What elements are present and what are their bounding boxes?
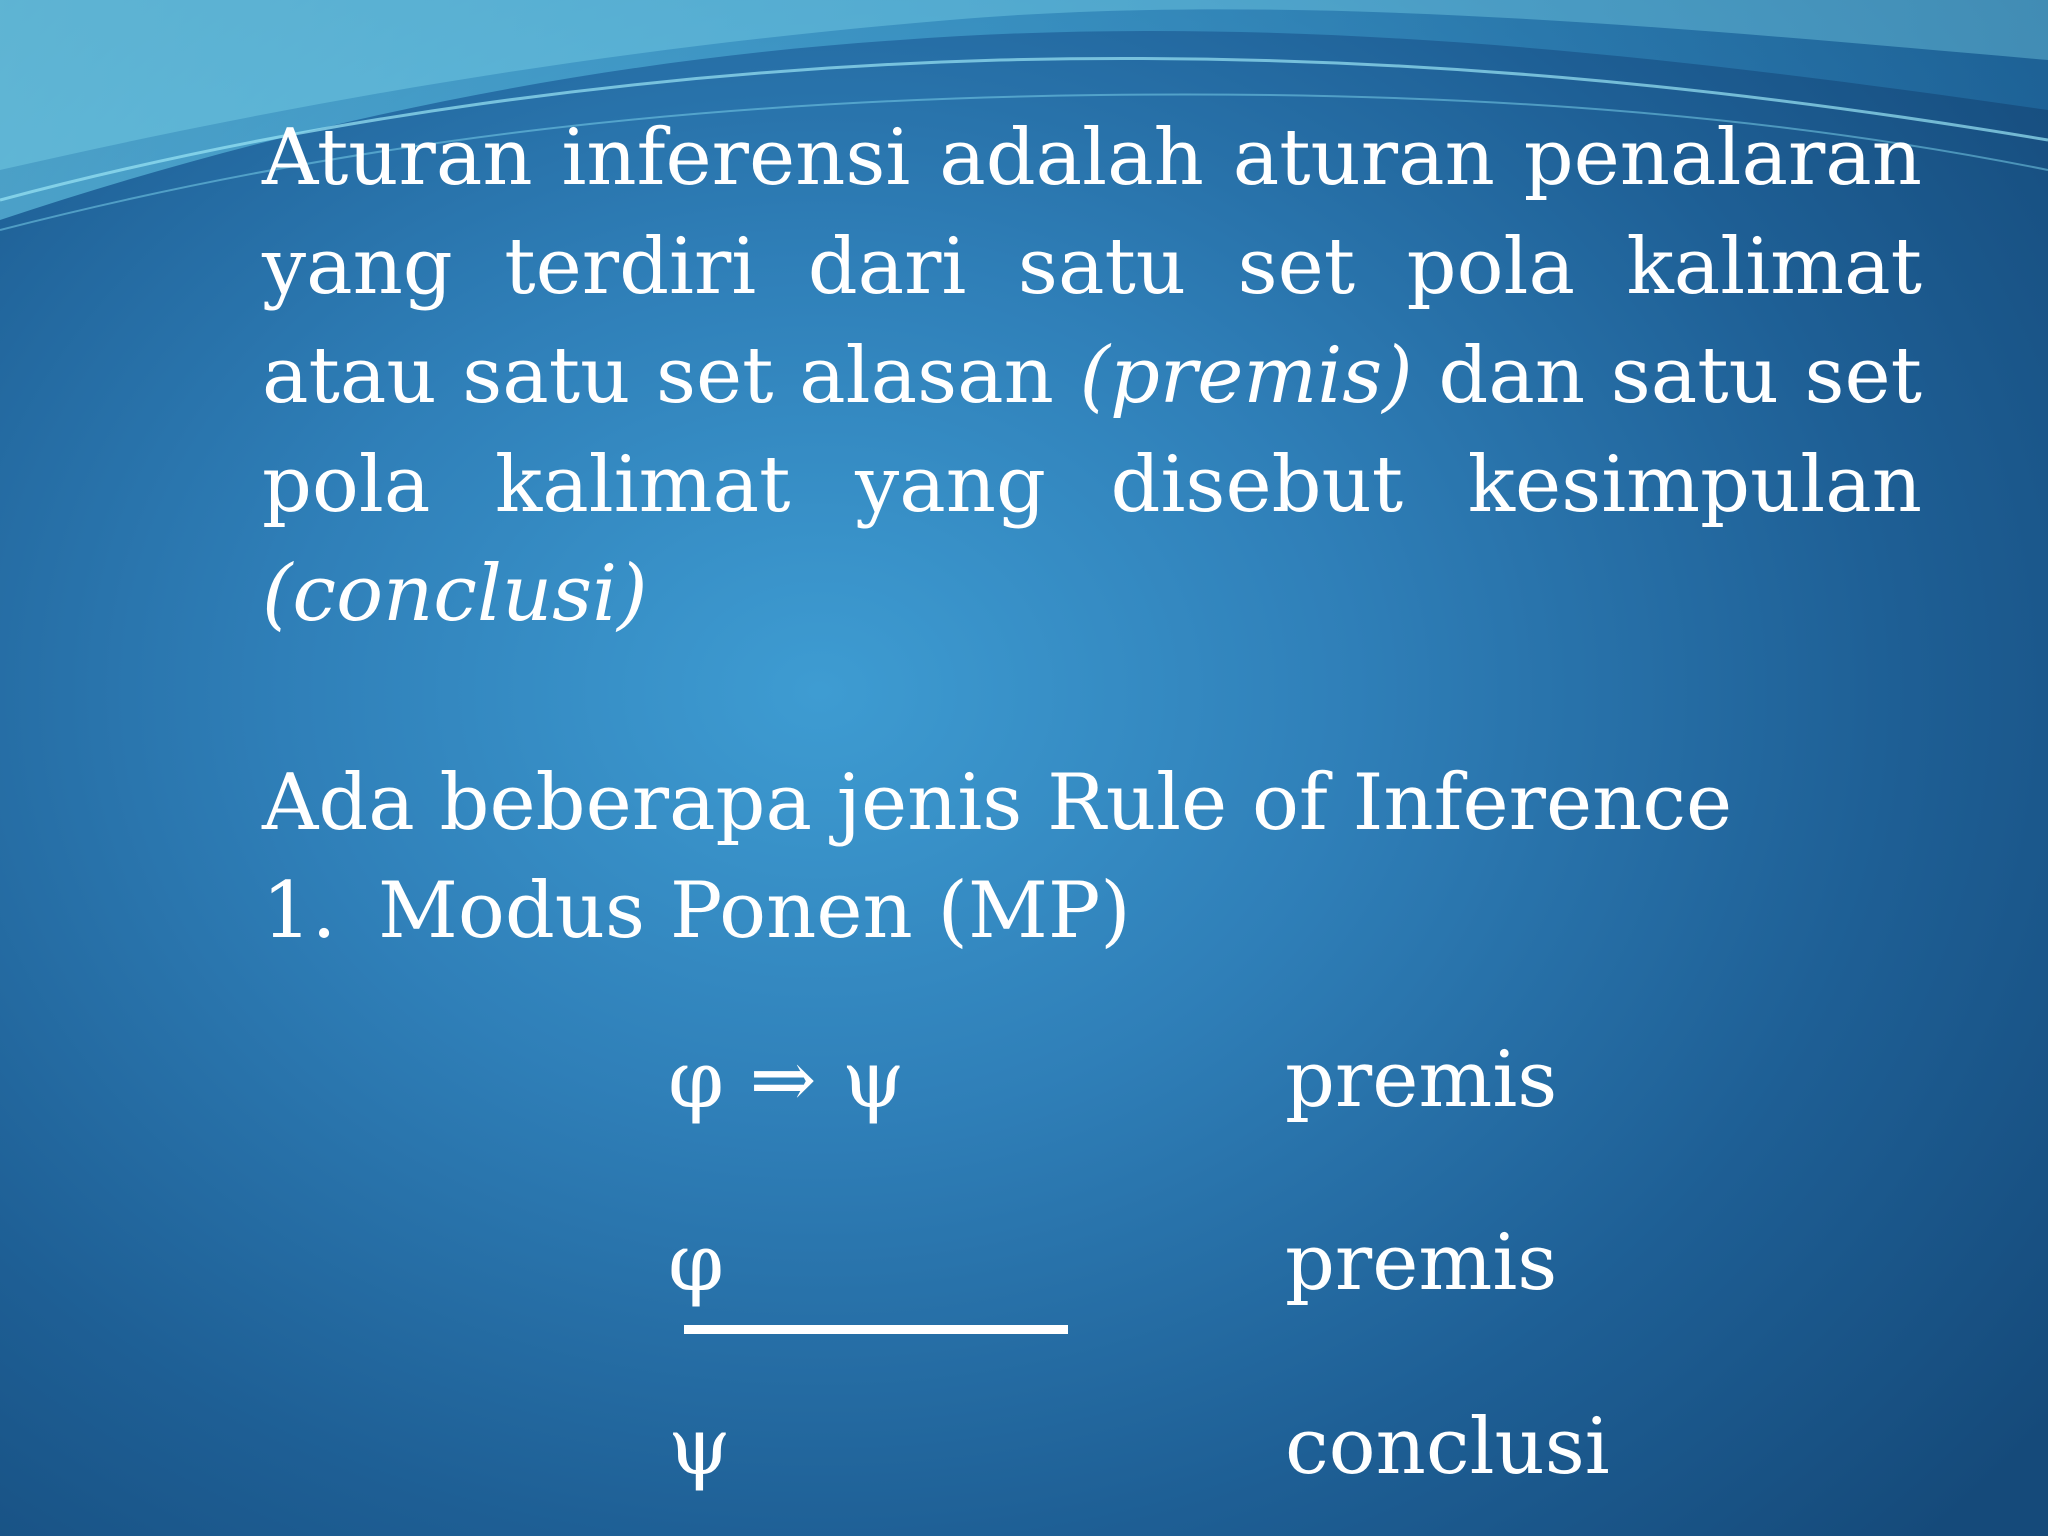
inference-rule-line [684, 1325, 1068, 1334]
intro-line: Ada beberapa jenis Rule of Inference [262, 758, 1733, 848]
paragraph-text-2: dan satu set pola kalimat yang disebut kesimpulan [262, 331, 1922, 530]
formula-expression-3: ψ [668, 1400, 731, 1493]
definition-paragraph [262, 104, 1922, 649]
list-item-modus-ponen [262, 857, 1131, 966]
formula-expression-2: φ [668, 1216, 725, 1309]
formula-expression-1: φ ⇒ ψ [668, 1033, 905, 1126]
formula-row-2 [0, 1208, 2048, 1318]
formula-role-2: premis [1285, 1218, 1558, 1308]
formula-row-3 [0, 1392, 2048, 1502]
paragraph-text-1: Aturan inferensi adalah aturan penalaran yang terdiri dari satu set pola kalimat atau satu set alasan [262, 113, 1922, 421]
formula-role-3: conclusi [1285, 1402, 1610, 1492]
premis-term: (premis) [1079, 331, 1413, 421]
list-item-label: Modus Ponen (MP) [378, 866, 1131, 956]
formula-row-1 [0, 1025, 2048, 1135]
formula-role-1: premis [1285, 1035, 1558, 1125]
list-item-number: 1. [262, 866, 337, 956]
conclusi-term: (conclusi) [262, 549, 648, 639]
